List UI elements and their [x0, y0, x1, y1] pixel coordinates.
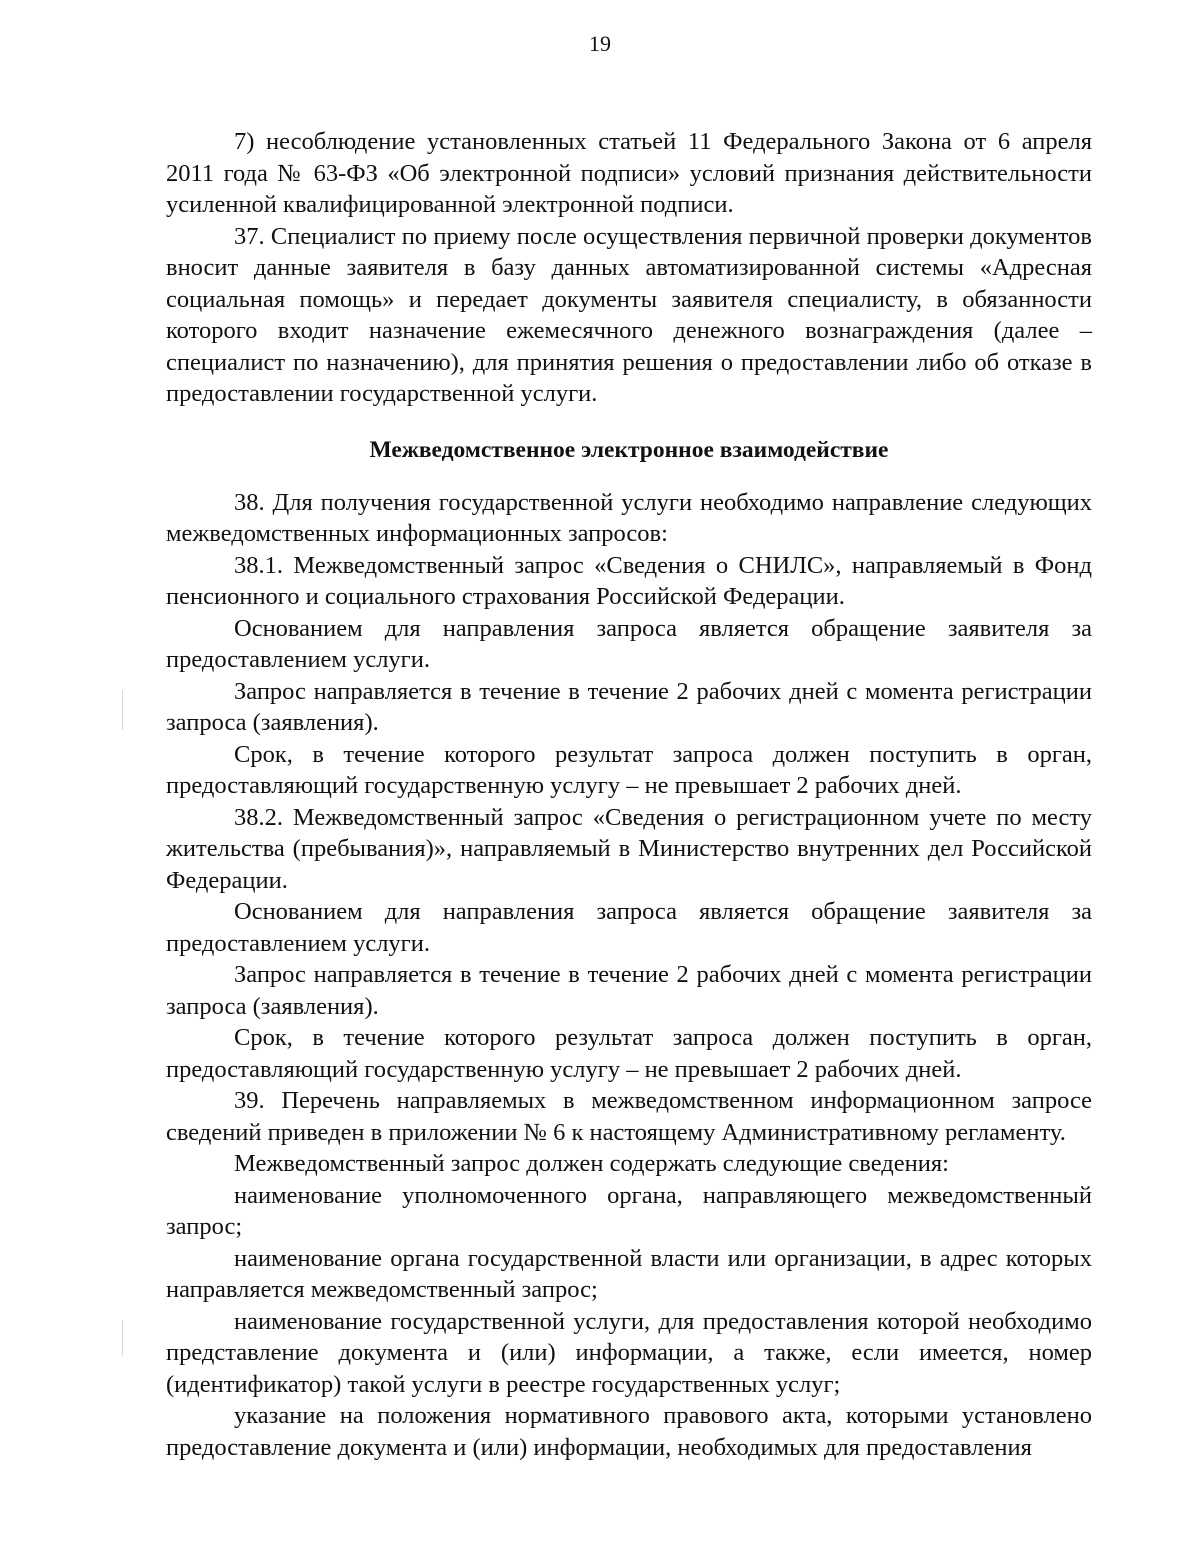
list-item-legal-basis: указание на положения нормативного правового акта, которыми установлено предоставление документа и (или) информации, необходимых для предоставления	[166, 1402, 1092, 1461]
section-heading: Межведомственное электронное взаимодействие	[369, 436, 889, 463]
page-number: 19	[589, 31, 611, 56]
paragraph-37: 37. Специалист по приему после осуществления первичной проверки документов вносит данные заявителя в базу данных автоматизированной системы «Адресная социальная помощь» и передает документы заявителя специалисту, в обязанности которого входит назначение ежемесячного денежного вознаграждения (далее – специалист по назначению), для принятия решения о предоставлении либо об отказе в предоставлении государственной услуги.	[166, 222, 1092, 407]
list-item-authority-name: наименование уполномоченного органа, направляющего межведомственный запрос;	[166, 1181, 1092, 1240]
paragraph-request-contents-intro: Межведомственный запрос должен содержать следующие сведения:	[234, 1150, 949, 1177]
paragraph-item-7: 7) несоблюдение установленных статьей 11 Федерального Закона от 6 апреля 2011 года № 63-ФЗ «Об электронной подписи» условий признания действительности усиленной квалифицированной электронной подписи.	[166, 128, 1092, 218]
paragraph-38-2: 38.2. Межведомственный запрос «Сведения о регистрационном учете по месту жительства (пребывания)», направляемый в Министерство внутренних дел Российской Федерации.	[166, 803, 1092, 894]
scan-artifact-line	[122, 690, 123, 730]
document-body	[166, 126, 1092, 1463]
paragraph-39: 39. Перечень направляемых в межведомственном информационном запросе сведений приведен в приложении № 6 к настоящему Административному регламенту.	[166, 1087, 1092, 1146]
list-item-service-name: наименование государственной услуги, для предоставления которой необходимо представление документа и (или) информации, а также, если имеется, номер (идентификатор) такой услуги в реестре государственных услуг;	[166, 1307, 1092, 1398]
paragraph-response-term-2: Срок, в течение которого результат запроса должен поступить в орган, предоставляющий государственную услугу – не превышает 2 рабочих дней.	[166, 1024, 1092, 1083]
paragraph-basis-1: Основанием для направления запроса является обращение заявителя за предоставлением услуги.	[166, 614, 1092, 673]
paragraph-38: 38. Для получения государственной услуги необходимо направление следующих межведомственных информационных запросов:	[166, 488, 1092, 547]
paragraph-request-timing-1: Запрос направляется в течение в течение 2 рабочих дней с момента регистрации запроса (заявления).	[166, 677, 1092, 736]
scan-artifact-line	[122, 1320, 123, 1356]
list-item-recipient-name: наименование органа государственной власти или организации, в адрес которых направляется межведомственный запрос;	[166, 1244, 1092, 1303]
paragraph-38-1: 38.1. Межведомственный запрос «Сведения о СНИЛС», направляемый в Фонд пенсионного и социального страхования Российской Федерации.	[166, 551, 1092, 610]
paragraph-basis-2: Основанием для направления запроса является обращение заявителя за предоставлением услуги.	[166, 898, 1092, 957]
paragraph-request-timing-2: Запрос направляется в течение в течение 2 рабочих дней с момента регистрации запроса (заявления).	[166, 961, 1092, 1020]
paragraph-response-term-1: Срок, в течение которого результат запроса должен поступить в орган, предоставляющий государственную услугу – не превышает 2 рабочих дней.	[166, 740, 1092, 799]
